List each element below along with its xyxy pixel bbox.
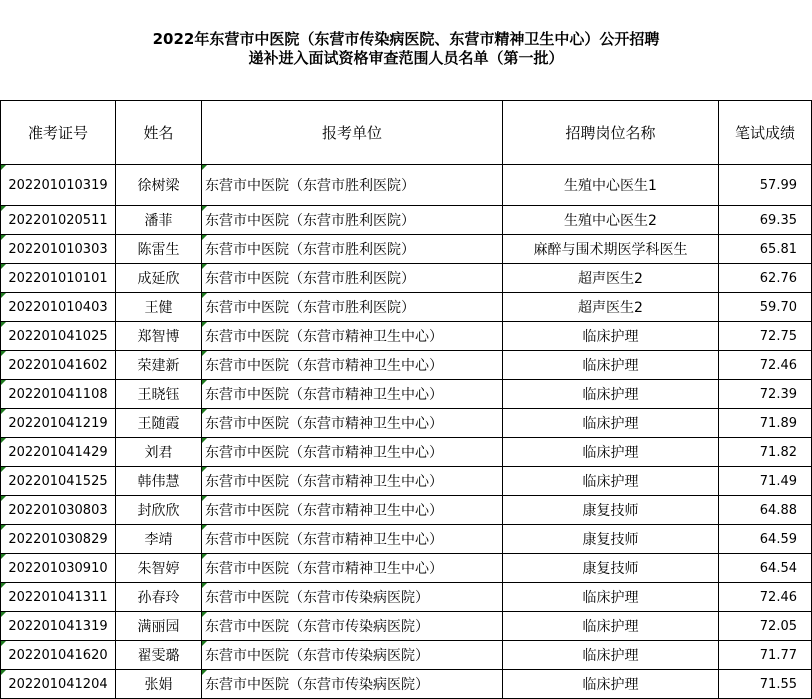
cell-name: 翟雯璐	[116, 641, 202, 670]
cell-unit: 东营市中医院（东营市传染病医院）	[202, 641, 503, 670]
table-row	[1, 554, 812, 583]
cell-exam-id: 202201041204	[1, 670, 116, 699]
cell-score: 71.89	[719, 409, 812, 438]
cell-unit: 东营市中医院（东营市胜利医院）	[202, 206, 503, 235]
cell-exam-id: 202201030829	[1, 525, 116, 554]
cell-unit: 东营市中医院（东营市精神卫生中心）	[202, 438, 503, 467]
cell-name: 潘菲	[116, 206, 202, 235]
cell-exam-id: 202201041311	[1, 583, 116, 612]
cell-name: 张娟	[116, 670, 202, 699]
table-row	[1, 380, 812, 409]
cell-post: 康复技师	[503, 525, 719, 554]
header-row	[1, 101, 812, 165]
table-row	[1, 409, 812, 438]
cell-post: 临床护理	[503, 409, 719, 438]
cell-exam-id: 202201010101	[1, 264, 116, 293]
cell-exam-id: 202201041319	[1, 612, 116, 641]
table-row	[1, 670, 812, 699]
cell-name: 郑智博	[116, 322, 202, 351]
cell-post: 临床护理	[503, 322, 719, 351]
cell-name: 王随霞	[116, 409, 202, 438]
cell-unit: 东营市中医院（东营市胜利医院）	[202, 264, 503, 293]
cell-name: 荣建新	[116, 351, 202, 380]
title-line-1: 2022年东营市中医院（东营市传染病医院、东营市精神卫生中心）公开招聘	[152, 30, 660, 48]
cell-exam-id: 202201041620	[1, 641, 116, 670]
cell-name: 徐树梁	[116, 165, 202, 206]
header-score: 笔试成绩	[719, 101, 812, 165]
cell-name: 王晓钰	[116, 380, 202, 409]
cell-post: 生殖中心医生2	[503, 206, 719, 235]
header-exam-id: 准考证号	[1, 101, 116, 165]
cell-score: 65.81	[719, 235, 812, 264]
title-line-2: 递补进入面试资格审查范围人员名单（第一批）	[248, 49, 564, 67]
cell-unit: 东营市中医院（东营市精神卫生中心）	[202, 380, 503, 409]
cell-unit: 东营市中医院（东营市精神卫生中心）	[202, 525, 503, 554]
cell-name: 成延欣	[116, 264, 202, 293]
cell-score: 72.39	[719, 380, 812, 409]
cell-exam-id: 202201041025	[1, 322, 116, 351]
cell-exam-id: 202201030803	[1, 496, 116, 525]
cell-exam-id: 202201041525	[1, 467, 116, 496]
table-row	[1, 351, 812, 380]
cell-unit: 东营市中医院（东营市胜利医院）	[202, 165, 503, 206]
table-body	[1, 165, 812, 699]
table-row	[1, 641, 812, 670]
cell-post: 临床护理	[503, 351, 719, 380]
cell-unit: 东营市中医院（东营市精神卫生中心）	[202, 467, 503, 496]
header-unit: 报考单位	[202, 101, 503, 165]
cell-score: 71.82	[719, 438, 812, 467]
cell-post: 超声医生2	[503, 293, 719, 322]
table-row	[1, 496, 812, 525]
cell-post: 临床护理	[503, 467, 719, 496]
cell-exam-id: 202201020511	[1, 206, 116, 235]
cell-score: 69.35	[719, 206, 812, 235]
table-row	[1, 206, 812, 235]
cell-unit: 东营市中医院（东营市精神卫生中心）	[202, 351, 503, 380]
cell-score: 64.88	[719, 496, 812, 525]
cell-name: 封欣欣	[116, 496, 202, 525]
cell-post: 临床护理	[503, 380, 719, 409]
cell-score: 72.46	[719, 351, 812, 380]
cell-post: 临床护理	[503, 612, 719, 641]
cell-name: 刘君	[116, 438, 202, 467]
cell-name: 王健	[116, 293, 202, 322]
cell-post: 超声医生2	[503, 264, 719, 293]
cell-post: 临床护理	[503, 641, 719, 670]
table-row	[1, 583, 812, 612]
cell-exam-id: 202201010403	[1, 293, 116, 322]
cell-name: 陈雷生	[116, 235, 202, 264]
cell-post: 临床护理	[503, 438, 719, 467]
table-row	[1, 525, 812, 554]
cell-unit: 东营市中医院（东营市传染病医院）	[202, 583, 503, 612]
cell-name: 韩伟慧	[116, 467, 202, 496]
table-row	[1, 264, 812, 293]
cell-score: 71.77	[719, 641, 812, 670]
cell-post: 康复技师	[503, 554, 719, 583]
cell-name: 李靖	[116, 525, 202, 554]
table-row	[1, 467, 812, 496]
cell-unit: 东营市中医院（东营市精神卫生中心）	[202, 554, 503, 583]
cell-exam-id: 202201041602	[1, 351, 116, 380]
table-row	[1, 235, 812, 264]
cell-unit: 东营市中医院（东营市精神卫生中心）	[202, 409, 503, 438]
cell-unit: 东营市中医院（东营市精神卫生中心）	[202, 496, 503, 525]
cell-exam-id: 202201041108	[1, 380, 116, 409]
table-row	[1, 612, 812, 641]
cell-name: 孙春玲	[116, 583, 202, 612]
cell-exam-id: 202201010303	[1, 235, 116, 264]
cell-score: 71.49	[719, 467, 812, 496]
cell-name: 满丽园	[116, 612, 202, 641]
cell-post: 临床护理	[503, 583, 719, 612]
cell-score: 72.46	[719, 583, 812, 612]
table-row	[1, 293, 812, 322]
cell-post: 康复技师	[503, 496, 719, 525]
cell-unit: 东营市中医院（东营市胜利医院）	[202, 293, 503, 322]
cell-score: 64.54	[719, 554, 812, 583]
cell-score: 72.75	[719, 322, 812, 351]
table-row	[1, 438, 812, 467]
cell-name: 朱智婷	[116, 554, 202, 583]
cell-unit: 东营市中医院（东营市精神卫生中心）	[202, 322, 503, 351]
cell-score: 64.59	[719, 525, 812, 554]
cell-exam-id: 202201041429	[1, 438, 116, 467]
table-row	[1, 322, 812, 351]
cell-score: 57.99	[719, 165, 812, 206]
header-name: 姓名	[116, 101, 202, 165]
cell-exam-id: 202201030910	[1, 554, 116, 583]
cell-unit: 东营市中医院（东营市传染病医院）	[202, 670, 503, 699]
cell-unit: 东营市中医院（东营市胜利医院）	[202, 235, 503, 264]
cell-unit: 东营市中医院（东营市传染病医院）	[202, 612, 503, 641]
cell-exam-id: 202201010319	[1, 165, 116, 206]
cell-exam-id: 202201041219	[1, 409, 116, 438]
cell-post: 麻醉与围术期医学科医生	[503, 235, 719, 264]
table-row	[1, 165, 812, 206]
candidate-table	[0, 100, 812, 699]
cell-score: 62.76	[719, 264, 812, 293]
cell-score: 59.70	[719, 293, 812, 322]
header-post: 招聘岗位名称	[503, 101, 719, 165]
document-title	[0, 30, 812, 68]
cell-score: 71.55	[719, 670, 812, 699]
cell-score: 72.05	[719, 612, 812, 641]
cell-post: 临床护理	[503, 670, 719, 699]
cell-post: 生殖中心医生1	[503, 165, 719, 206]
